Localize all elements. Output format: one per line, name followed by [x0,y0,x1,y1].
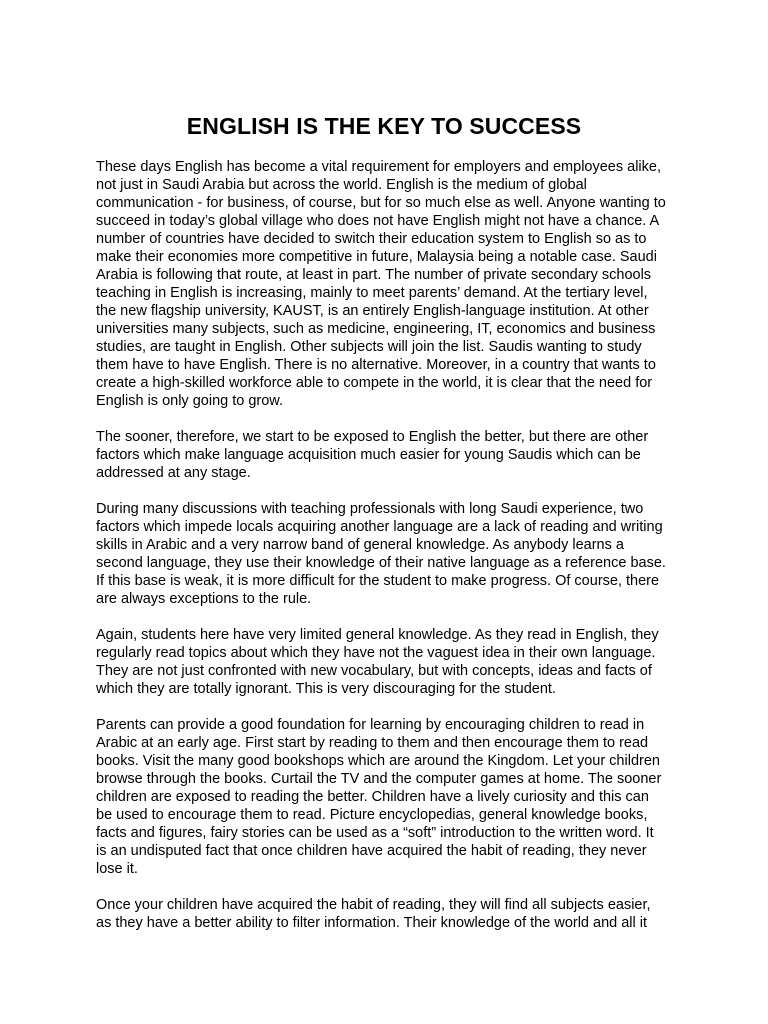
text-line: They are not just confronted with new vocabulary, but with concepts, ideas and facts of [96,663,652,679]
text-line: them have to have English. There is no alternative. Moreover, in a country that wants to [96,357,656,373]
text-line: are always exceptions to the rule. [96,591,312,607]
paragraph-2 [96,428,696,482]
text-line: the new flagship university, KAUST, is an entirely English-language institution. At other [96,303,649,319]
document-body [96,158,696,950]
text-line: skills in Arabic and a very narrow band of general knowledge. As anybody learns a [96,537,624,553]
text-line: factors which make language acquisition much easier for young Saudis which can be [96,447,641,463]
text-line: English is only going to grow. [96,393,283,409]
text-line: teaching in English is increasing, mainly to meet parents’ demand. At the tertiary level, [96,285,648,301]
text-line: be used to encourage them to read. Picture encyclopedias, general knowledge books, [96,807,648,823]
text-line: Again, students here have very limited general knowledge. As they read in English, they [96,627,659,643]
paragraph-1 [96,158,696,410]
text-line: second language, they use their knowledge of their native language as a reference base. [96,555,666,571]
text-line: Arabic at an early age. First start by reading to them and then encourage them to read [96,735,649,751]
text-line: number of countries have decided to switch their education system to English so as to [96,231,647,247]
text-line: make their economies more competitive in future, Malaysia being a notable case. Saudi [96,249,657,265]
text-line: addressed at any stage. [96,465,251,481]
paragraph-5 [96,716,696,878]
text-line: Once your children have acquired the habit of reading, they will find all subjects easier, [96,897,651,913]
text-line: browse through the books. Curtail the TV and the computer games at home. The sooner [96,771,662,787]
text-line: create a high-skilled workforce able to compete in the world, it is clear that the need for [96,375,653,391]
text-line: is an undisputed fact that once children have acquired the habit of reading, they never [96,843,647,859]
text-line: If this base is weak, it is more difficult for the student to make progress. Of course, there [96,573,660,589]
text-line: Arabia is following that route, at least in part. The number of private secondary schools [96,267,652,283]
text-line: communication - for business, of course, but for so much else as well. Anyone wanting to [96,195,666,211]
paragraph-3 [96,500,696,608]
text-line: The sooner, therefore, we start to be exposed to English the better, but there are other [96,429,649,445]
text-line: succeed in today’s global village who does not have English might not have a chance. A [96,213,660,229]
paragraph-4 [96,626,696,698]
text-line: factors which impede locals acquiring another language are a lack of reading and writing [96,519,663,535]
text-line: studies, are taught in English. Other subjects will join the list. Saudis wanting to study [96,339,642,355]
text-line: Parents can provide a good foundation for learning by encouraging children to read in [96,717,645,733]
paragraph-6 [96,896,696,932]
text-line: as they have a better ability to filter information. Their knowledge of the world and all it [96,915,648,931]
text-line: children are exposed to reading the better. Children have a lively curiosity and this can [96,789,649,805]
text-line: facts and figures, fairy stories can be used as a “soft” introduction to the written word. It [96,825,654,841]
text-line: books. Visit the many good bookshops which are around the Kingdom. Let your children [96,753,660,769]
text-line: regularly read topics about which they have not the vaguest idea in their own language. [96,645,656,661]
document-title: ENGLISH IS THE KEY TO SUCCESS [186,113,582,139]
text-line: lose it. [96,861,138,877]
text-line: not just in Saudi Arabia but across the world. English is the medium of global [96,177,587,193]
text-line: During many discussions with teaching professionals with long Saudi experience, two [96,501,644,517]
text-line: These days English has become a vital requirement for employers and employees alike, [96,159,661,175]
text-line: which they are totally ignorant. This is very discouraging for the student. [96,681,556,697]
text-line: universities many subjects, such as medicine, engineering, IT, economics and business [96,321,656,337]
